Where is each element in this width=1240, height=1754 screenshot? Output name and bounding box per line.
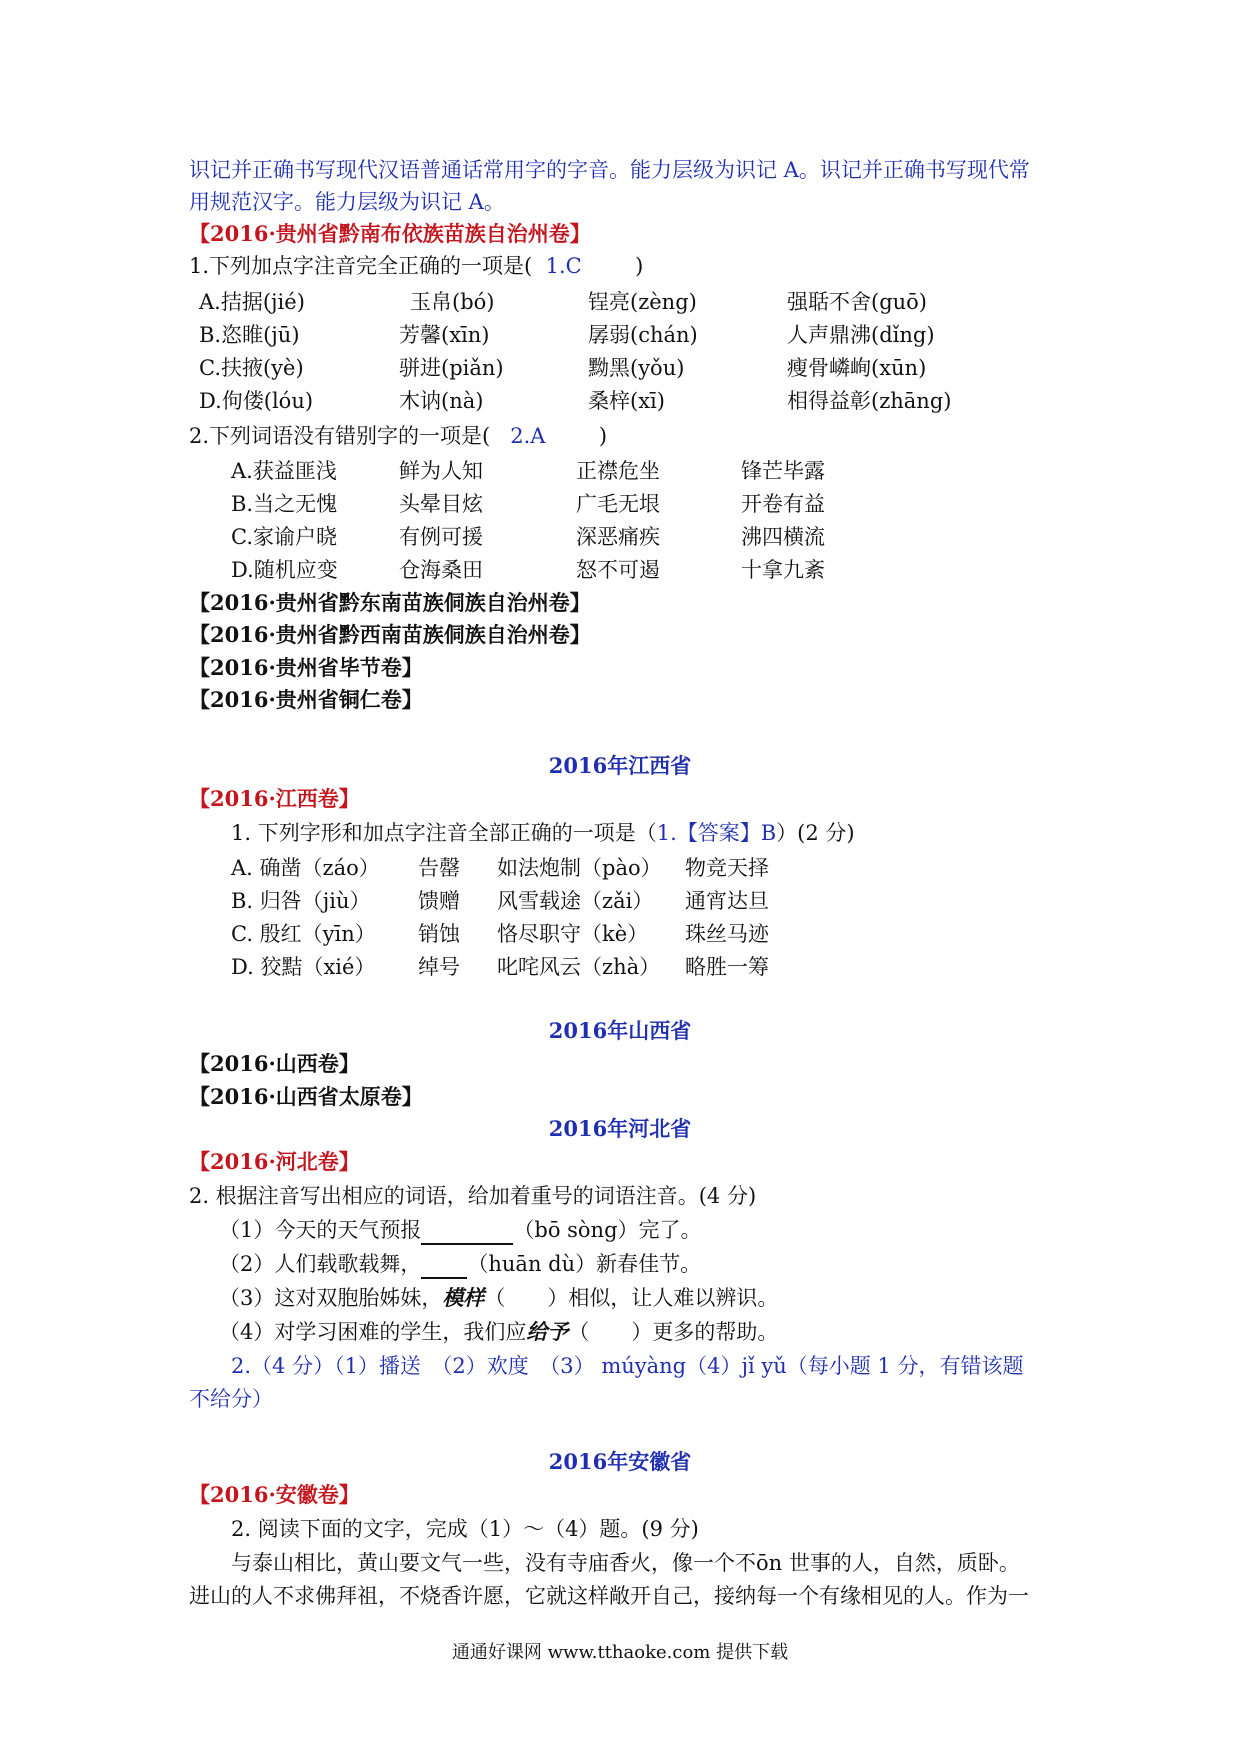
page-footer: 通通好课网 www.tthaoke.com 提供下载 [451,1642,789,1663]
section-header-qiandongnan: 【2016·贵州省黔东南苗族侗族自治州卷】 [189,590,591,615]
q2-option-c-2: 有例可援 [399,525,483,549]
q2-option-a-1: A.获益匪浅 [231,459,337,483]
section-header-hebei: 【2016·河北卷】 [189,1149,360,1174]
question-2 [189,421,607,451]
hebei-question-stem: 2. 根据注音写出相应的词语，给加着重号的词语注音。(4 分) [189,1184,757,1208]
jiangxi-question [231,818,855,848]
jx-option-c-1: C. 殷红（yīn） [231,922,376,946]
q1-option-a-1: A.拮据(jié) [199,290,305,314]
q1-option-a-3: 锃亮(zèng) [588,290,697,314]
hebei-answer-line-1: 2.（4 分）（1）播送 （2）欢度 （3） múyàng（4）jǐ yǔ（每小题 1 分，有错该题 [231,1354,1024,1378]
q1-option-d-2: 木讷(nà) [399,389,484,413]
q2-option-d-1: D.随机应变 [231,558,338,582]
anhui-passage-line-1: 与泰山相比，黄山要文气一些，没有寺庙香火，像一个不ōn 世事的人，自然，质卧。 [231,1551,1020,1575]
q1-option-c-2: 骈进(piǎn) [399,356,504,380]
jiangxi-question-close: ）(2 分) [776,821,855,845]
q2-option-d-4: 十拿九紊 [741,558,825,582]
q1-option-c-1: C.扶掖(yè) [199,356,304,380]
q1-option-a-4: 强聒不舍(guō) [787,290,927,314]
q2-option-c-4: 沸四横流 [741,525,825,549]
hebei-item-3 [219,1283,778,1313]
section-header-taiyuan: 【2016·山西省太原卷】 [189,1084,423,1109]
q2-option-d-2: 仓海桑田 [399,558,483,582]
q2-option-b-1: B.当之无愧 [231,492,338,516]
q2-option-b-3: 广毛无垠 [576,492,660,516]
q2-option-a-3: 正襟危坐 [576,459,660,483]
q2-option-a-2: 鲜为人知 [399,459,483,483]
anhui-question-stem: 2. 阅读下面的文字，完成（1）～（4）题。(9 分) [231,1517,699,1541]
q2-option-d-3: 怒不可遏 [576,558,660,582]
q1-option-b-4: 人声鼎沸(dǐng) [787,323,935,347]
q1-option-b-3: 孱弱(chán) [588,323,698,347]
section-header-anhui: 【2016·安徽卷】 [189,1482,360,1507]
question-1-stem: 1.下列加点字注音完全正确的一项是( [189,254,533,278]
section-header-shanxi: 【2016·山西卷】 [189,1051,360,1076]
hebei-answer-line-2: 不给分） [189,1387,273,1411]
jx-option-c-2: 销蚀 [418,922,460,946]
hebei-item-1-pre: （1）今天的天气预报 [219,1218,422,1242]
jx-option-a-4: 物竞天择 [685,856,769,880]
province-title-shanxi: 2016年山西省 [548,1018,692,1043]
section-header-qiannan: 【2016·贵州省黔南布依族苗族自治州卷】 [189,221,591,246]
jiangxi-question-answer: 1.【答案】B [656,821,777,845]
q1-option-c-3: 黝黑(yǒu) [588,356,685,380]
question-1-close: ) [635,254,644,278]
intro-line-2: 用规范汉字。能力层级为识记 A。 [189,190,505,214]
jx-option-b-4: 通宵达旦 [685,889,769,913]
intro-line-1: 识记并正确书写现代汉语普通话常用字的字音。能力层级为识记 A。识记并正确书写现代常 [189,158,1030,182]
section-header-qianxinan: 【2016·贵州省黔西南苗族侗族自治州卷】 [189,622,591,647]
hebei-item-4-emphasis: 给予 [526,1319,569,1344]
hebei-item-1-post: （bō sòng）完了。 [513,1218,702,1242]
jx-option-d-4: 略胜一筹 [685,955,769,979]
section-header-jiangxi: 【2016·江西卷】 [189,786,360,811]
section-header-tongren: 【2016·贵州省铜仁卷】 [189,687,423,712]
q1-option-d-4: 相得益彰(zhāng) [787,389,952,413]
question-1 [189,251,643,281]
hebei-item-4-pre: （4）对学习困难的学生，我们应 [219,1320,527,1344]
hebei-item-2-blank [421,1277,467,1279]
question-1-answer: 1.C [545,254,582,278]
jx-option-c-3: 恪尽职守（kè） [497,922,649,946]
q1-option-d-3: 桑梓(xī) [588,389,665,413]
jx-option-c-4: 珠丝马迹 [685,922,769,946]
jiangxi-question-stem: 1. 下列字形和加点字注音全部正确的一项是（ [231,821,657,845]
q2-option-c-3: 深恶痛疾 [576,525,660,549]
q2-option-b-2: 头晕目炫 [399,492,483,516]
section-header-bijie: 【2016·贵州省毕节卷】 [189,655,423,680]
anhui-passage-line-2: 进山的人不求佛拜祖，不烧香许愿，它就这样敞开自己，接纳每一个有缘相见的人。作为一 [189,1584,1029,1608]
question-2-close: ) [598,424,608,448]
hebei-item-1-blank [421,1243,513,1245]
hebei-item-3-emphasis: 模样 [442,1285,485,1310]
province-title-jiangxi: 2016年江西省 [548,753,692,778]
hebei-item-2 [219,1249,701,1279]
jx-option-a-1: A. 确凿（záo） [231,856,380,880]
hebei-item-2-post: （huān dù）新春佳节。 [467,1252,702,1276]
hebei-item-1 [219,1215,702,1245]
q2-option-a-4: 锋芒毕露 [741,459,825,483]
province-title-anhui: 2016年安徽省 [548,1449,692,1474]
province-title-hebei: 2016年河北省 [548,1116,692,1141]
jx-option-a-2: 告罄 [418,856,460,880]
q1-option-d-1: D.佝偻(lóu) [199,389,314,413]
jx-option-d-3: 叱咤风云（zhà） [497,955,661,979]
q1-option-b-2: 芳馨(xīn) [399,323,490,347]
q2-option-b-4: 开卷有益 [741,492,825,516]
q2-option-c-1: C.家谕户晓 [231,525,337,549]
hebei-item-3-post: （ ）相似，让人难以辨识。 [484,1286,779,1310]
jx-option-a-3: 如法炮制（pào） [497,856,662,880]
hebei-item-4-post: （ ）更多的帮助。 [568,1320,779,1344]
jx-option-d-2: 绰号 [418,955,460,979]
q1-option-c-4: 瘦骨嶙峋(xūn) [787,356,927,380]
q1-option-a-2: 玉帛(bó) [410,290,495,314]
jx-option-b-2: 馈赠 [418,889,460,913]
jx-option-b-3: 风雪载途（zǎi） [497,889,654,913]
hebei-item-3-pre: （3）这对双胞胎姊妹， [219,1286,443,1310]
q1-option-b-1: B.恣睢(jū) [199,323,300,347]
hebei-item-4 [219,1317,778,1347]
question-2-stem: 2.下列词语没有错别字的一项是( [189,424,491,448]
hebei-item-2-pre: （2）人们载歌载舞， [219,1252,422,1276]
jx-option-d-1: D. 狡黠（xié） [231,955,376,979]
question-2-answer: 2.A [510,424,546,448]
jx-option-b-1: B. 归咎（jiù） [231,889,371,913]
